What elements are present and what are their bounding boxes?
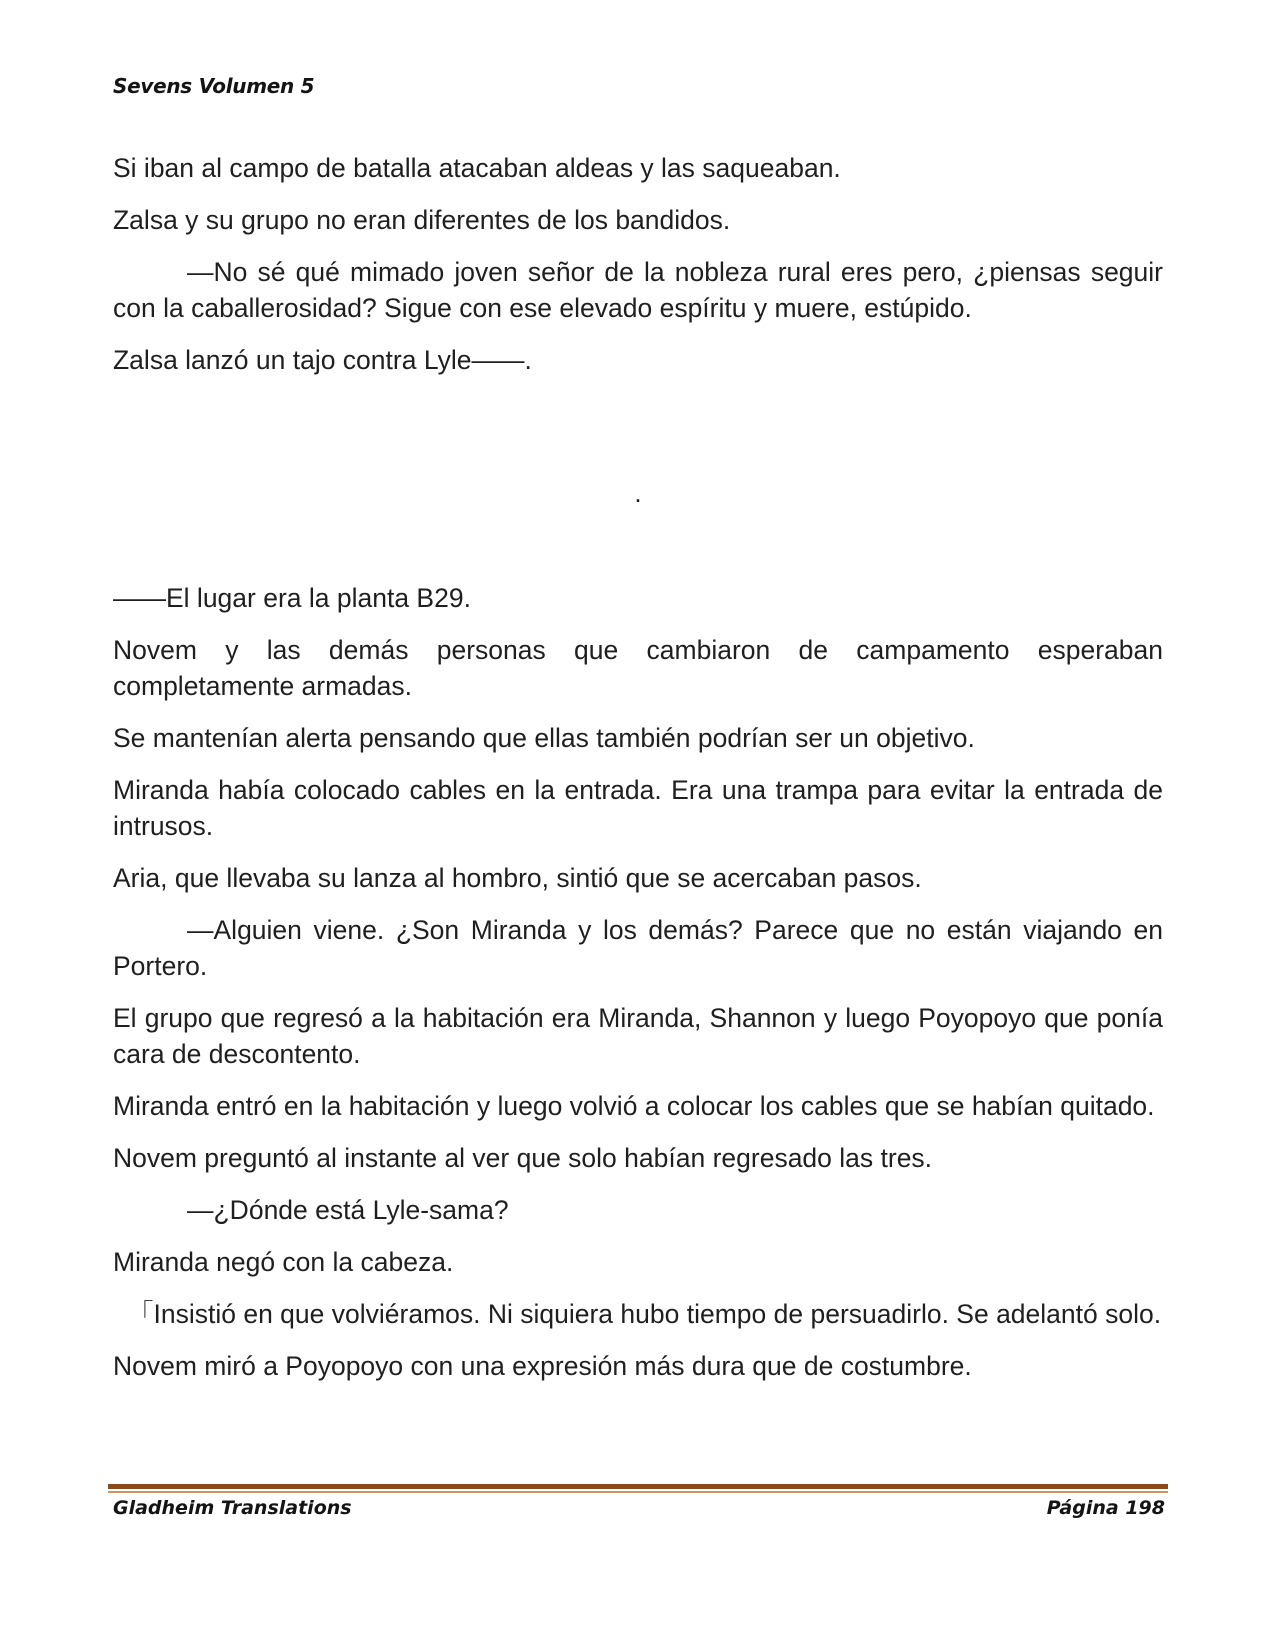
scene-break <box>113 394 1163 580</box>
paragraph: Novem preguntó al instante al ver que solo habían regresado las tres. <box>113 1143 933 1173</box>
dialogue-paragraph: —No sé qué mimado joven señor de la nobleza rural eres pero, ¿piensas seguir con la caballerosidad? Sigue con ese elevado espíritu y muere, estúpido. <box>113 257 1163 323</box>
footer-divider-thin <box>108 1491 1168 1493</box>
footer-translator-credit: Gladheim Translations <box>113 1497 352 1519</box>
paragraph: El grupo que regresó a la habitación era Miranda, Shannon y luego Poyopoyo que ponía cara de descontento. <box>113 1003 1163 1069</box>
dialogue-paragraph: 「Insistió en que volviéramos. Ni siquiera hubo tiempo de persuadirlo. Se adelantó solo. <box>127 1299 1162 1329</box>
paragraph: Si iban al campo de batalla atacaban aldeas y las saqueaban. <box>113 153 841 183</box>
dialogue-paragraph: —¿Dónde está Lyle-sama? <box>187 1195 509 1225</box>
paragraph: Miranda negó con la cabeza. <box>113 1247 454 1277</box>
page-body <box>113 150 1163 1400</box>
paragraph: Novem y las demás personas que cambiaron de campamento esperaban completamente armadas. <box>113 635 1163 701</box>
footer-divider <box>108 1484 1168 1493</box>
paragraph: Zalsa y su grupo no eran diferentes de los bandidos. <box>113 205 731 235</box>
paragraph: Zalsa lanzó un tajo contra Lyle——. <box>113 345 532 375</box>
footer-divider-thick <box>108 1484 1168 1489</box>
paragraph: Aria, que llevaba su lanza al hombro, sintió que se acercaban pasos. <box>113 863 922 893</box>
paragraph: ——El lugar era la planta B29. <box>113 583 471 613</box>
dialogue-paragraph: —Alguien viene. ¿Son Miranda y los demás? Parece que no están viajando en Portero. <box>113 915 1163 981</box>
paragraph: Se mantenían alerta pensando que ellas también podrían ser un objetivo. <box>113 723 975 753</box>
scene-break-dot: . <box>634 478 642 508</box>
paragraph: Miranda entró en la habitación y luego volvió a colocar los cables que se habían quitado. <box>113 1091 1155 1121</box>
paragraph: Novem miró a Poyopoyo con una expresión más dura que de costumbre. <box>113 1351 972 1381</box>
running-header-title: Sevens Volumen 5 <box>113 74 315 98</box>
footer-page-number: Página 198 <box>1046 1497 1165 1519</box>
paragraph: Miranda había colocado cables en la entrada. Era una trampa para evitar la entrada de intrusos. <box>113 775 1163 841</box>
